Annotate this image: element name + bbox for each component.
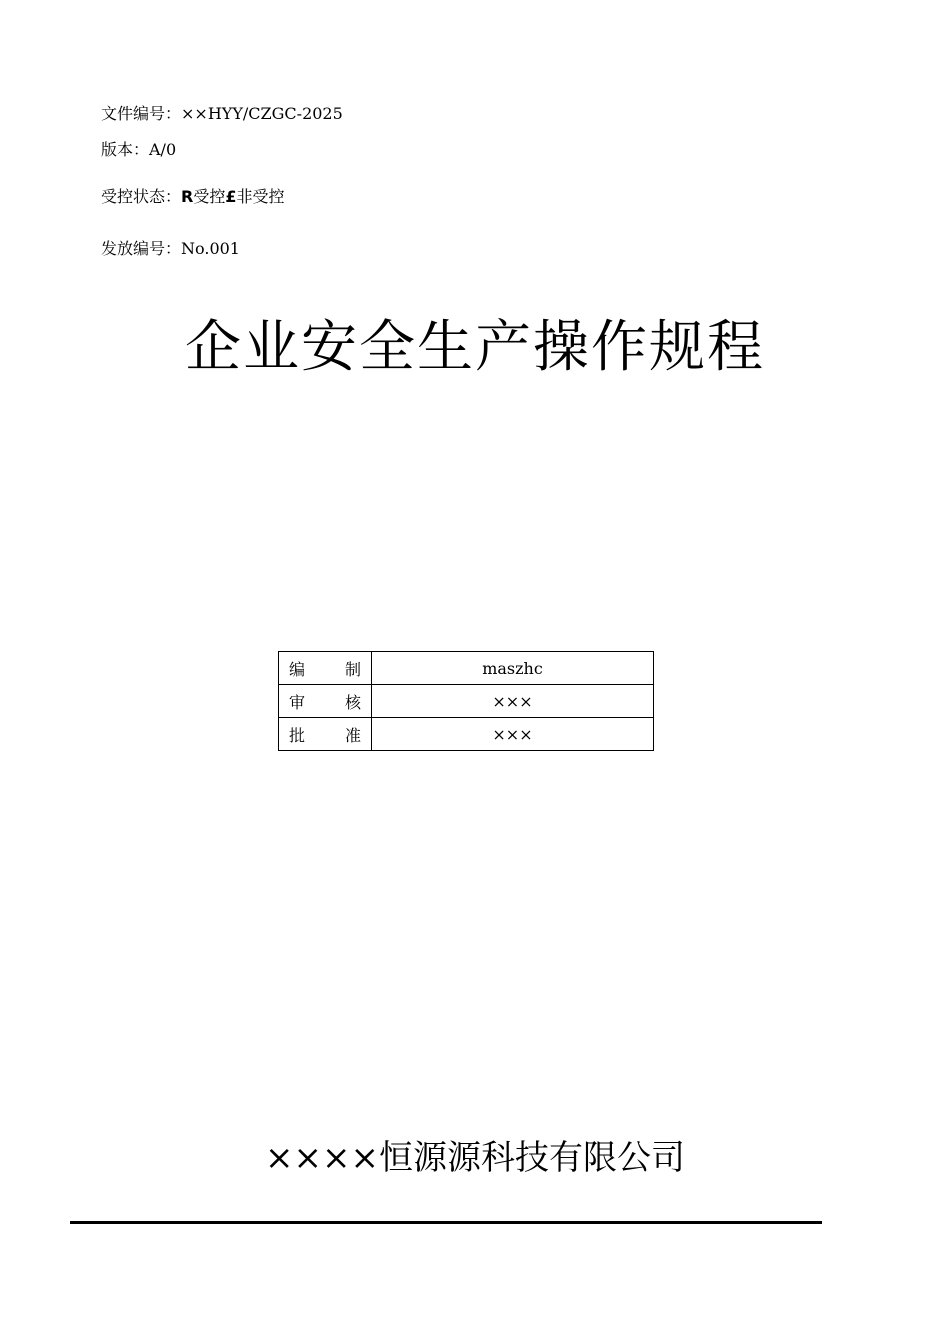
- role-cell: [279, 685, 372, 718]
- role-char: 准: [344, 725, 361, 745]
- role-char: 审: [289, 692, 306, 712]
- approval-table: [278, 651, 654, 751]
- role-cell: [279, 718, 372, 751]
- value-cell: ×××: [372, 718, 654, 751]
- document-number: 文件编号：××HYY/CZGC-2025: [101, 104, 343, 123]
- table-row: [279, 652, 654, 685]
- table-row: [279, 685, 654, 718]
- company-name: ××××恒源源科技有限公司: [265, 1138, 685, 1178]
- table-row: [279, 718, 654, 751]
- uncontrolled-text: 非受控: [236, 187, 285, 206]
- value-cell: maszhc: [372, 652, 654, 685]
- role-char: 编: [289, 659, 306, 679]
- document-title: 企业安全生产操作规程: [185, 315, 765, 380]
- value-cell: ×××: [372, 685, 654, 718]
- controlled-text: 受控: [193, 187, 226, 206]
- controlled-checkbox-mark: R: [181, 187, 194, 206]
- footer-divider: [70, 1221, 822, 1224]
- role-char: 核: [344, 692, 361, 712]
- role-char: 制: [344, 659, 361, 679]
- role-cell: [279, 652, 372, 685]
- uncontrolled-checkbox-mark: £: [225, 187, 237, 206]
- control-status: [101, 187, 285, 207]
- version-label: 版本：A/0: [101, 140, 177, 159]
- role-char: 批: [289, 725, 306, 745]
- issue-number: 发放编号：No.001: [101, 239, 240, 258]
- control-status-label: 受控状态：: [101, 187, 182, 206]
